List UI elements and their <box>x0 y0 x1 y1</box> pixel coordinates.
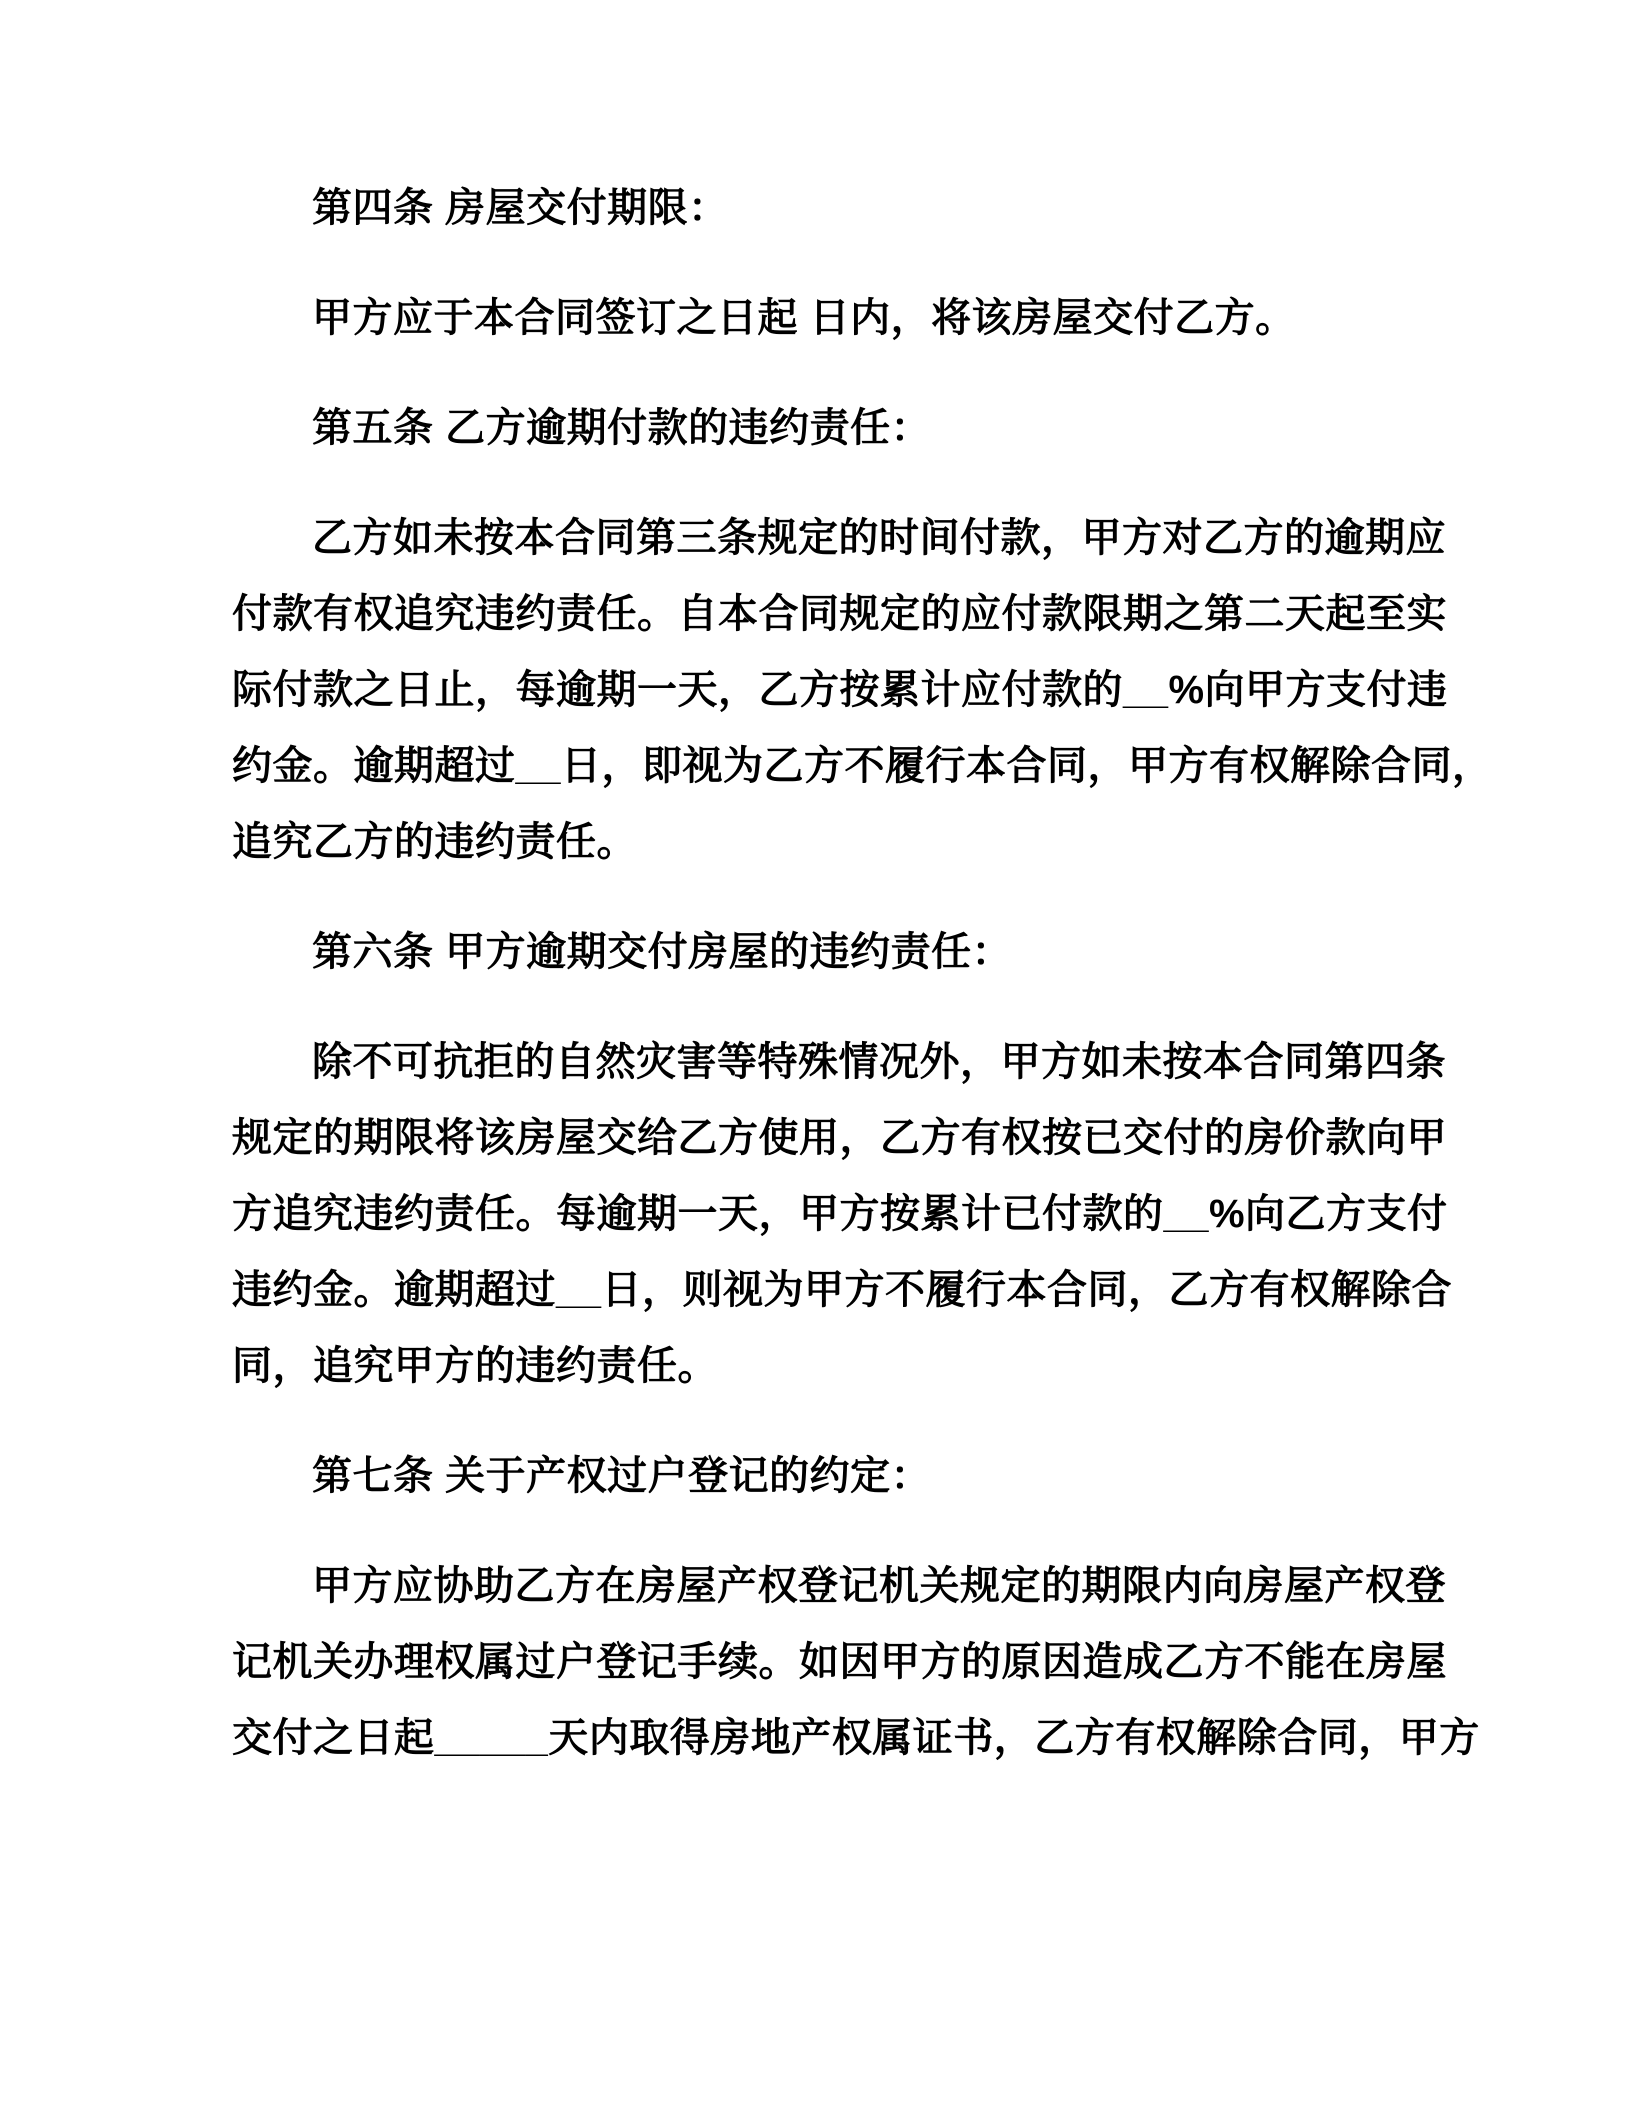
text-line: 记机关办理权属过户登记手续。如因甲方的原因造成乙方不能在房屋 <box>232 1640 1447 1684</box>
clause-6-heading <box>232 914 1462 990</box>
text-line: 违约金。逾期超过__日，则视为甲方不履行本合同，乙方有权解除合 <box>232 1268 1452 1312</box>
clause-4-heading <box>232 170 1462 246</box>
text-line: 甲方应于本合同签订之日起 日内，将该房屋交付乙方。 <box>312 296 1296 340</box>
text-line: 约金。逾期超过__日，即视为乙方不履行本合同，甲方有权解除合同， <box>232 744 1493 788</box>
text-line: 付款有权追究违约责任。自本合同规定的应付款限期之第二天起至实 <box>232 592 1447 636</box>
text-line: 规定的期限将该房屋交给乙方使用，乙方有权按已交付的房价款向甲 <box>232 1116 1447 1160</box>
text-line: 第七条 关于产权过户登记的约定： <box>312 1454 932 1498</box>
clause-5-heading <box>232 390 1462 466</box>
clause-7-body <box>232 1548 1480 1776</box>
text-line: 第六条 甲方逾期交付房屋的违约责任： <box>312 930 1013 974</box>
clause-6-body <box>232 1024 1462 1404</box>
text-line: 第五条 乙方逾期付款的违约责任： <box>312 406 932 450</box>
text-line: 追究乙方的违约责任。 <box>232 820 637 864</box>
text-line: 方追究违约责任。每逾期一天，甲方按累计已付款的__%向乙方支付 <box>232 1192 1448 1236</box>
text-line: 同，追究甲方的违约责任。 <box>232 1344 718 1388</box>
text-line: 乙方如未按本合同第三条规定的时间付款，甲方对乙方的逾期应 <box>312 516 1446 560</box>
clause-5-body <box>232 500 1493 880</box>
text-line: 除不可抗拒的自然灾害等特殊情况外，甲方如未按本合同第四条 <box>312 1040 1446 1084</box>
text-line: 甲方应协助乙方在房屋产权登记机关规定的期限内向房屋产权登 <box>312 1564 1446 1608</box>
text-line: 第四条 房屋交付期限： <box>312 186 729 230</box>
text-line: 际付款之日止，每逾期一天，乙方按累计应付款的__%向甲方支付违 <box>232 668 1448 712</box>
contract-body <box>232 170 1493 1776</box>
text-line: 交付之日起_____天内取得房地产权属证书，乙方有权解除合同，甲方 <box>232 1716 1480 1760</box>
clause-4-body <box>232 280 1462 356</box>
clause-7-heading <box>232 1438 1462 1514</box>
